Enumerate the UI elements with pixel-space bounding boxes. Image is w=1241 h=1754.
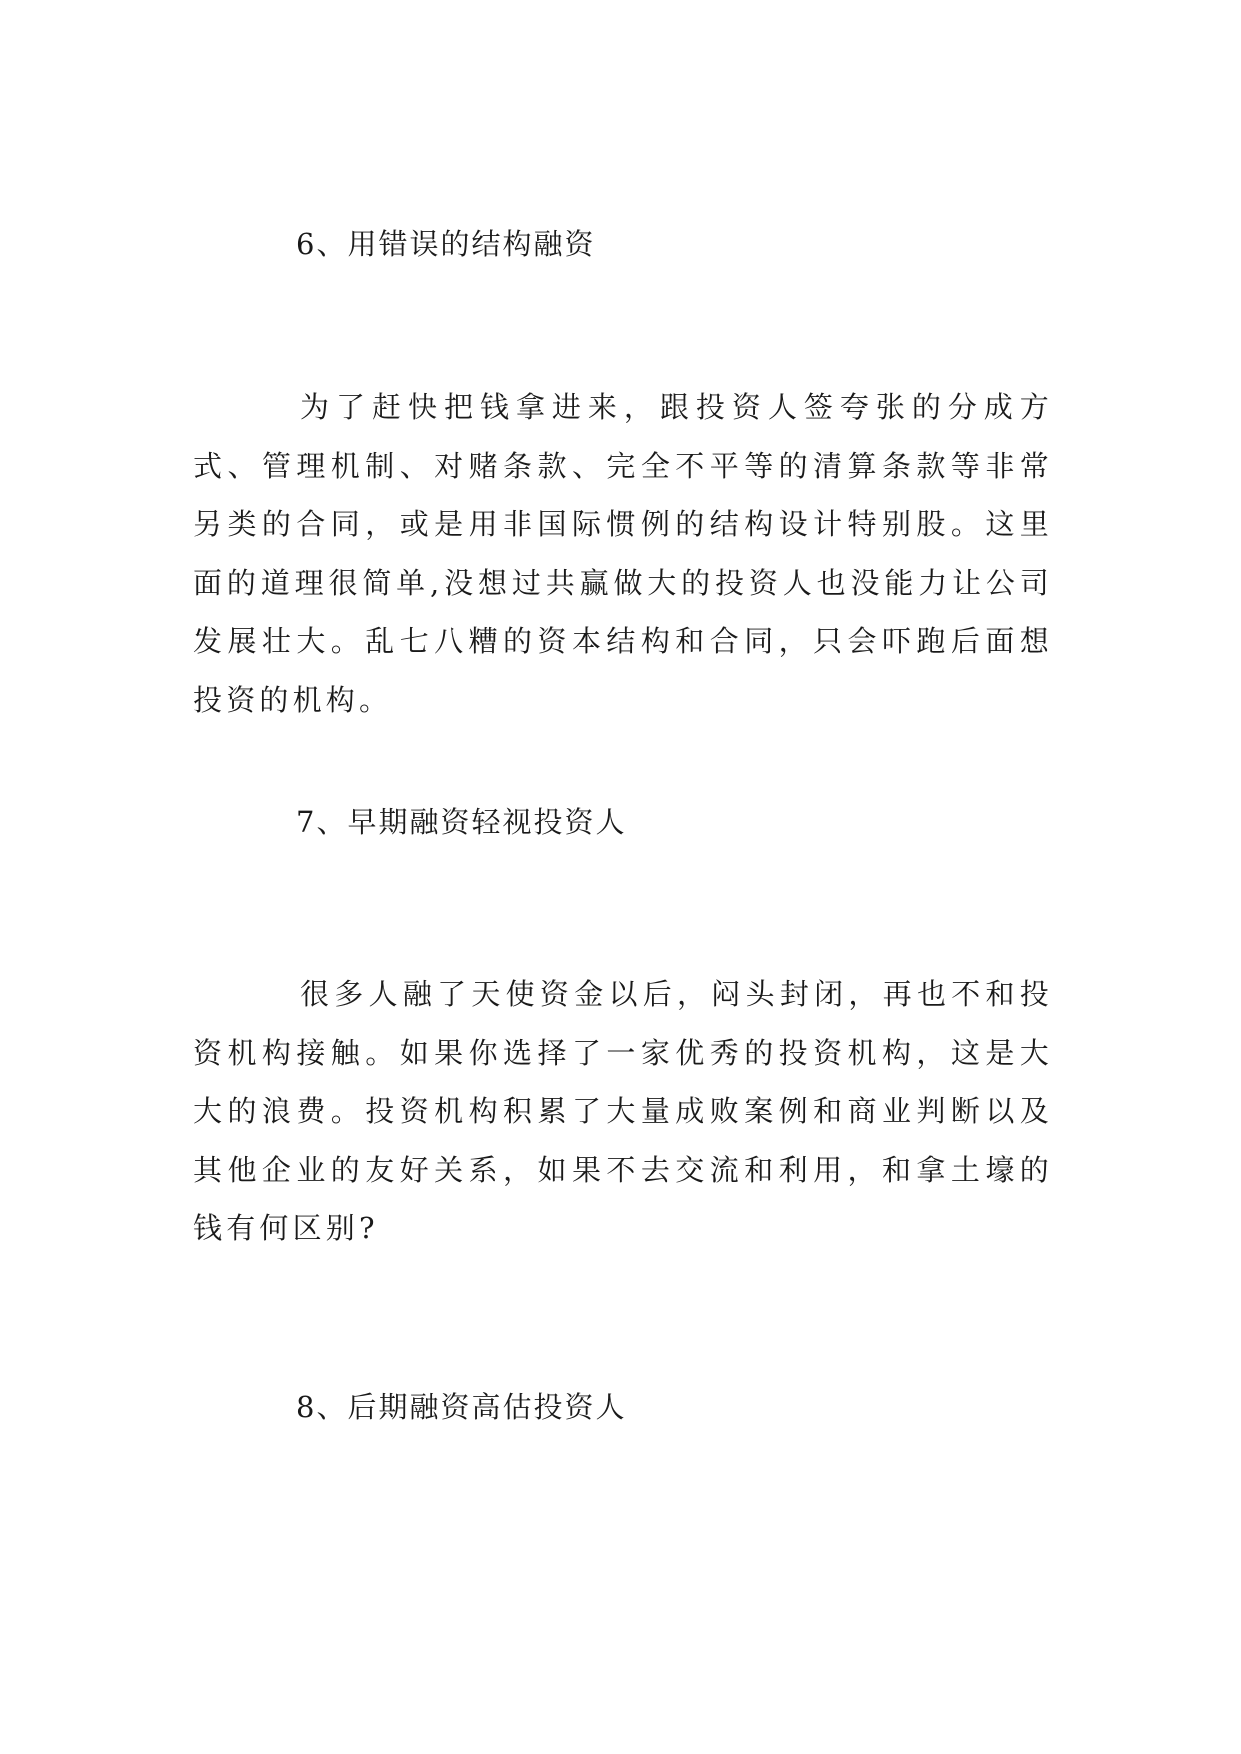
- section-heading-6: 6、用错误的结构融资: [296, 227, 596, 261]
- section-paragraph-7: 很多人融了天使资金以后，闷头封闭，再也不和投资机构接触。如果你选择了一家优秀的投资机构，这是大大的浪费。投资机构积累了大量成败案例和商业判断以及其他企业的友好关系，如果不去交流和利用，和拿土壕的钱有何区别?: [193, 977, 1053, 1245]
- section-heading-7: 7、早期融资轻视投资人: [296, 805, 627, 839]
- section-paragraph-6: 为了赶快把钱拿进来，跟投资人签夸张的分成方式、管理机制、对赌条款、完全不平等的清算条款等非常另类的合同，或是用非国际惯例的结构设计特别股。这里面的道理很简单,没想过共赢做大的投资人也没能力让公司发展壮大。乱七八糟的资本结构和合同，只会吓跑后面想投资的机构。: [193, 390, 1053, 717]
- section-heading-8: 8、后期融资高估投资人: [296, 1390, 627, 1424]
